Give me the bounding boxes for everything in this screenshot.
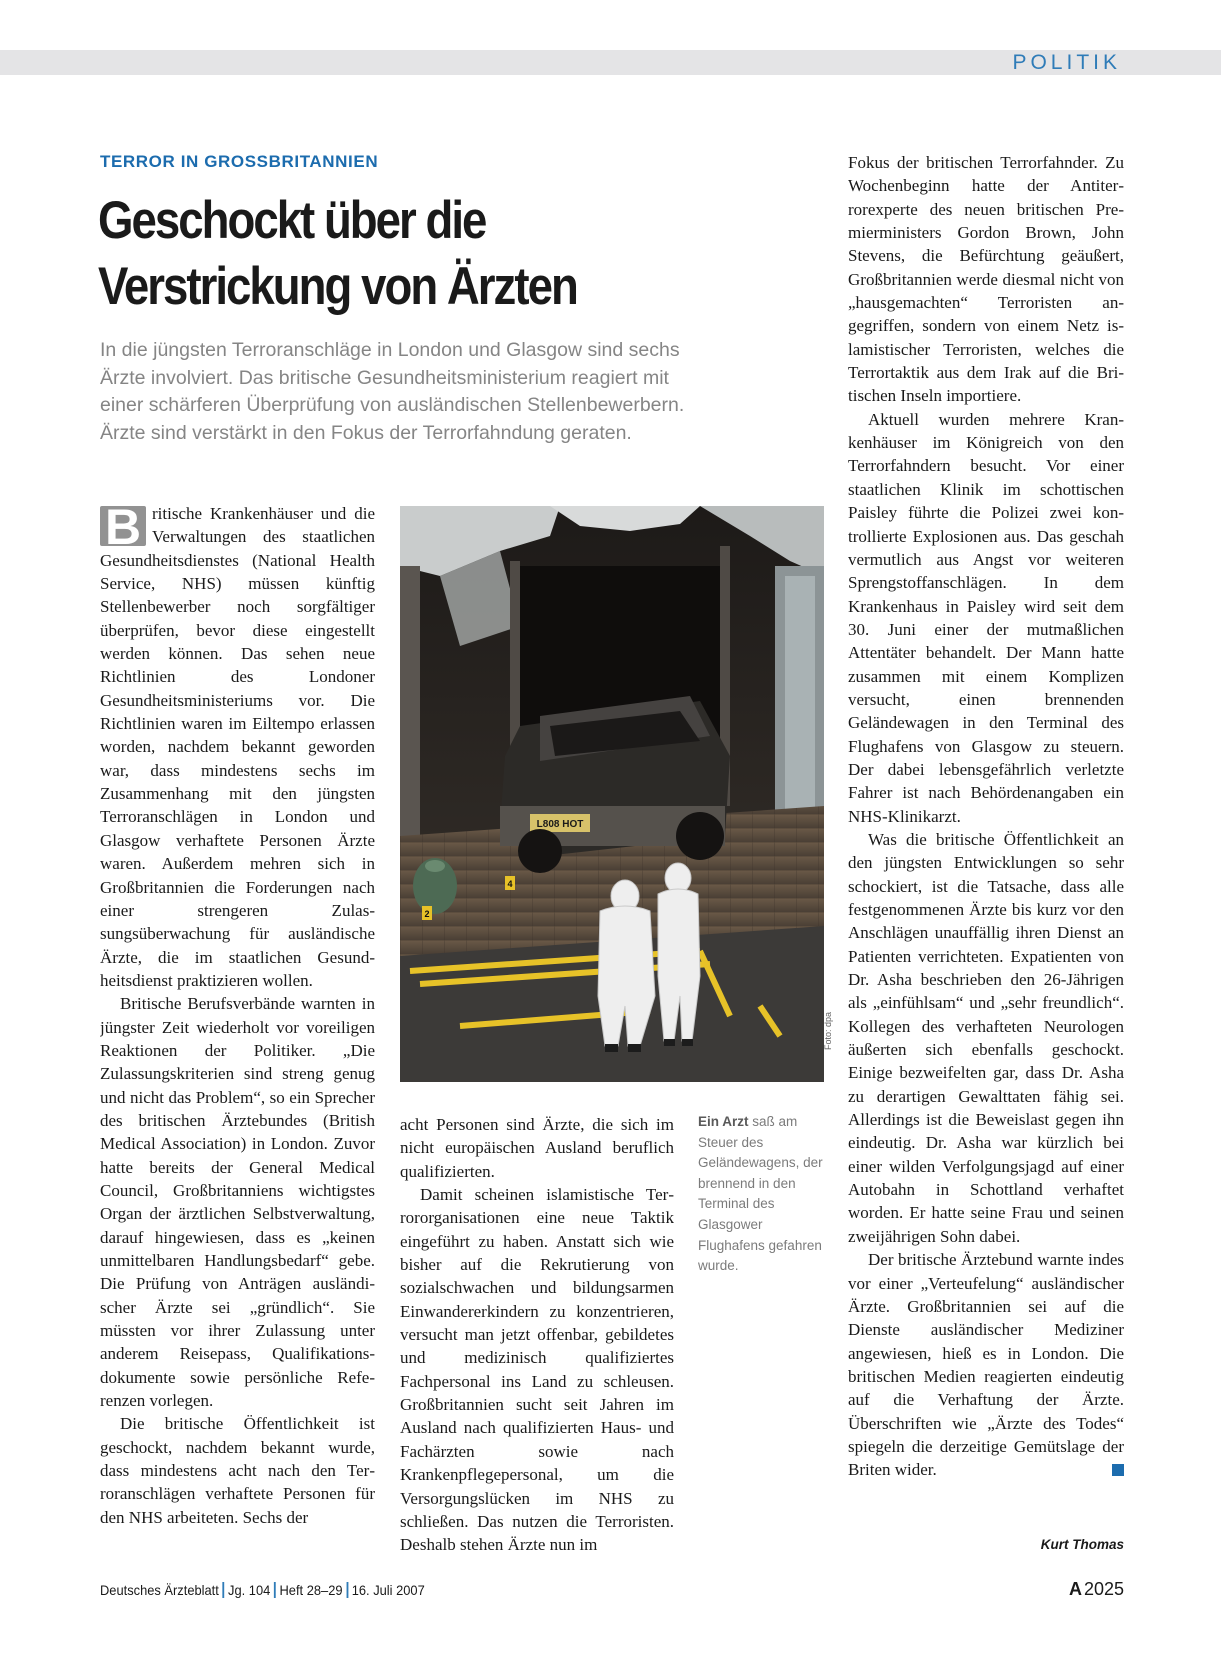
- photo-caption: [698, 1112, 828, 1277]
- headline-line: Verstrickung von Ärzten: [98, 257, 577, 316]
- page-number: [1069, 1579, 1124, 1600]
- drop-cap: B: [100, 506, 146, 546]
- issue-date: 16. Juli 2007: [351, 1582, 425, 1598]
- lead-line: einer schärferen Überprüfung von ausländischen Stellenbewerbern.: [100, 394, 685, 416]
- page-footer: [100, 1582, 425, 1598]
- body-paragraph: Die britische Öffentlichkeit ist geschockt, nachdem bekannt wurde, dass mindestens acht nach den Terroranschlägen verhaftete Personen für den NHS arbeiteten. Sechs der: [100, 1414, 375, 1527]
- body-paragraph: acht Personen sind Ärzte, die sich im nicht europäischen Ausland beruflich qualifizierten.: [400, 1115, 674, 1181]
- volume: Jg. 104: [228, 1582, 271, 1598]
- issue: Heft 28–29: [279, 1582, 343, 1598]
- article-kicker: TERROR IN GROSSBRITANNIEN: [100, 152, 379, 171]
- footer-separator: [274, 1582, 276, 1598]
- body-column-3: [848, 151, 1124, 1547]
- footer-separator: [346, 1582, 348, 1598]
- caption-lead: Ein Arzt: [698, 1114, 749, 1129]
- photo-burned-jeep-terminal: [400, 506, 824, 1082]
- evidence-marker: 2: [424, 909, 430, 919]
- section-label: POLITIK: [1012, 51, 1121, 74]
- page-number-value: 2025: [1083, 1579, 1124, 1599]
- body-paragraph: Fokus der britischen Terrorfahnder. Zu Wochenbeginn hatte der Antiterrorexperte des neuen britischen Premierministers Gordon Brown, John Stevens, die Befürchtung geäußert, Großbritannien werde diesmal nicht von „hausgemachten“ Terroristen angegriffen, sondern von einem Netz islamistischer Terroristen, welches die Terrortaktik aus dem Irak auf die Britischen Inseln importiere.: [848, 153, 1124, 406]
- headline-line: Geschockt über die: [98, 191, 486, 250]
- body-column-2: [400, 1113, 674, 1558]
- lead-line: In die jüngsten Terroranschläge in London und Glasgow sind sechs: [100, 339, 680, 361]
- body-paragraph: Was die britische Öffentlichkeit an den jüngsten Entwicklungen so sehr schockiert, ist die Tatsache, dass alle festgenommenen Ärzte bis kurz vor den Anschlägen unauffällig ihren Dienst an Patienten verrichteten. Expatienten von Dr. Asha beschrieben den 26-Jährigen als „einfühlsam“ und „sehr freundlich“. Kollegen des verhafteten Neurologen äußerten sich ebenfalls geschockt. Einige bezweifelten gar, dass Dr. Asha zu derartigen Gewalttaten fähig sei. Allerdings ist die Beweislast gegen ihn eindeutig. Dr. Asha war kürzlich bei einer wilden Verfolgungsjagd auf einer Autobahn in Schottland verhaftet worden. Er hatte seine Frau und seinen zweijährigen Sohn dabei.: [848, 829, 1124, 1246]
- license-plate: L808 HOT: [536, 819, 584, 830]
- publication-name: Deutsches Ärzteblatt: [100, 1582, 219, 1598]
- article-author: Kurt Thomas: [1040, 1537, 1124, 1552]
- lead-line: Ärzte sind verstärkt in den Fokus der Terrorfahndung geraten.: [100, 421, 632, 444]
- body-paragraph: Aktuell wurden mehrere Krankenhäuser im Königreich von den Terrorfahndern besucht. Vor einer staatlichen Klinik im schottischen Paisley führte die Polizei zwei kontrollierte Explosionen aus. Das geschah vermutlich aus Angst vor weiteren Sprengstoffanschlägen. In dem Krankenhaus in Paisley wird seit dem 30. Juni einer der mutmaßlichen Attentäter behandelt. Der Mann hatte zusammen mit einem Komplizen versucht, einen brennenden Geländewagen in den Terminal des Flughafens von Glasgow zu steuern. Der dabei lebensgefährlich verletzte Fahrer ist nach Behördenangaben ein NHS-Klinikarzt.: [848, 409, 1124, 826]
- body-column-1: [100, 502, 375, 1565]
- paragraph-text: Der britische Ärztebund warnte indes vor einer „Verteufelung“ ausländischer Ärzte. Großbritannien sei auf die Dienste ausländischer Mediziner angewiesen, hieß es in London. Die britischen Medien reagierten eindeutig auf die Verhaftung der Ärzte. Überschriften wie „Ärzte des Todes“ spiegeln die derzeitige Gemütslage der Briten wider.: [848, 1250, 1124, 1480]
- body-paragraph: Damit scheinen islamistische Terrororganisationen eine neue Taktik eingeführt zu haben. Anstatt sich wie bisher auf die Rekrutierung von sozialschwachen und bildungsarmen Einwandererkindern zu konzentrieren, versucht man jetzt offenbar, gebildetes und medizinisch qualifiziertes Fachpersonal ins Land zu schleusen. Großbritannien sucht seit Jahren im Ausland nach qualifizierten Haus- und Fachärzten sowie nach Krankenpflegepersonal, um die Versorgungslücken im NHS zu schließen. Das nutzen die Terroristen. Deshalb stehen Ärzte nun im: [400, 1185, 674, 1555]
- photo-credit: Foto: dpa: [823, 1011, 833, 1050]
- evidence-marker: 4: [507, 879, 513, 889]
- article-photo: [400, 506, 824, 1082]
- article-lead: [100, 337, 820, 447]
- article-headline: [98, 188, 717, 320]
- page-prefix: A: [1068, 1579, 1082, 1599]
- caption-text: saß am Steuer des Geländewagens, der brennend in den Terminal des Glasgower Flughafens gefahren wurde.: [698, 1114, 823, 1274]
- end-of-article-icon: [1112, 1464, 1124, 1476]
- lead-line: Ärzte involviert. Das britische Gesundheitsministerium reagiert mit: [100, 366, 669, 389]
- body-paragraph: [848, 1248, 1124, 1481]
- footer-separator: [223, 1582, 225, 1598]
- body-paragraph: [100, 502, 375, 992]
- paragraph-text: ritische Krankenhäuser und die Verwaltungen des staatlichen Gesundheitsdienstes (National Health Service, NHS) müssen künftig Stellenbewerber noch sorgfältiger überprüfen, bevor diese eingestellt werden können. Das sehen neue Richtlinien des Londoner Gesundheitsministeriums vor. Die Richtlinien waren im Eiltempo erlassen worden, nachdem bekannt geworden war, dass mindestens sechs im Zusammenhang mit den jüngsten Terroranschlägen in London und Glasgow verhaftete Personen Ärzte waren. Außerdem mehren sich in Großbritannien die Forderungen nach einer strengeren Zulassungsüberwachung für ausländische Ärzte, die im staatlichen Gesundheitsdienst praktizieren wollen.: [100, 504, 375, 990]
- body-paragraph: Britische Berufsverbände warnten in jüngster Zeit wiederholt vor voreiligen Reaktionen der Politiker. „Die Zulassungskriterien sind streng genug und nicht das Problem“, so ein Sprecher des britischen Ärztebundes (British Medical Association) in London. Zuvor hatte bereits der General Medical Council, Großbritanniens wichtigstes Organ der ärztlichen Selbstverwaltung, darauf hingewiesen, dass es „keinen unmittelbaren Handlungsbedarf“ gebe. Die Prüfung von Anträgen ausländischer Ärzte sei „gründlich“. Sie müssten vor ihrer Zulassung unter anderem Reisepass, Qualifikationsdokumente sowie persönliche Referenzen vorlegen.: [100, 994, 375, 1411]
